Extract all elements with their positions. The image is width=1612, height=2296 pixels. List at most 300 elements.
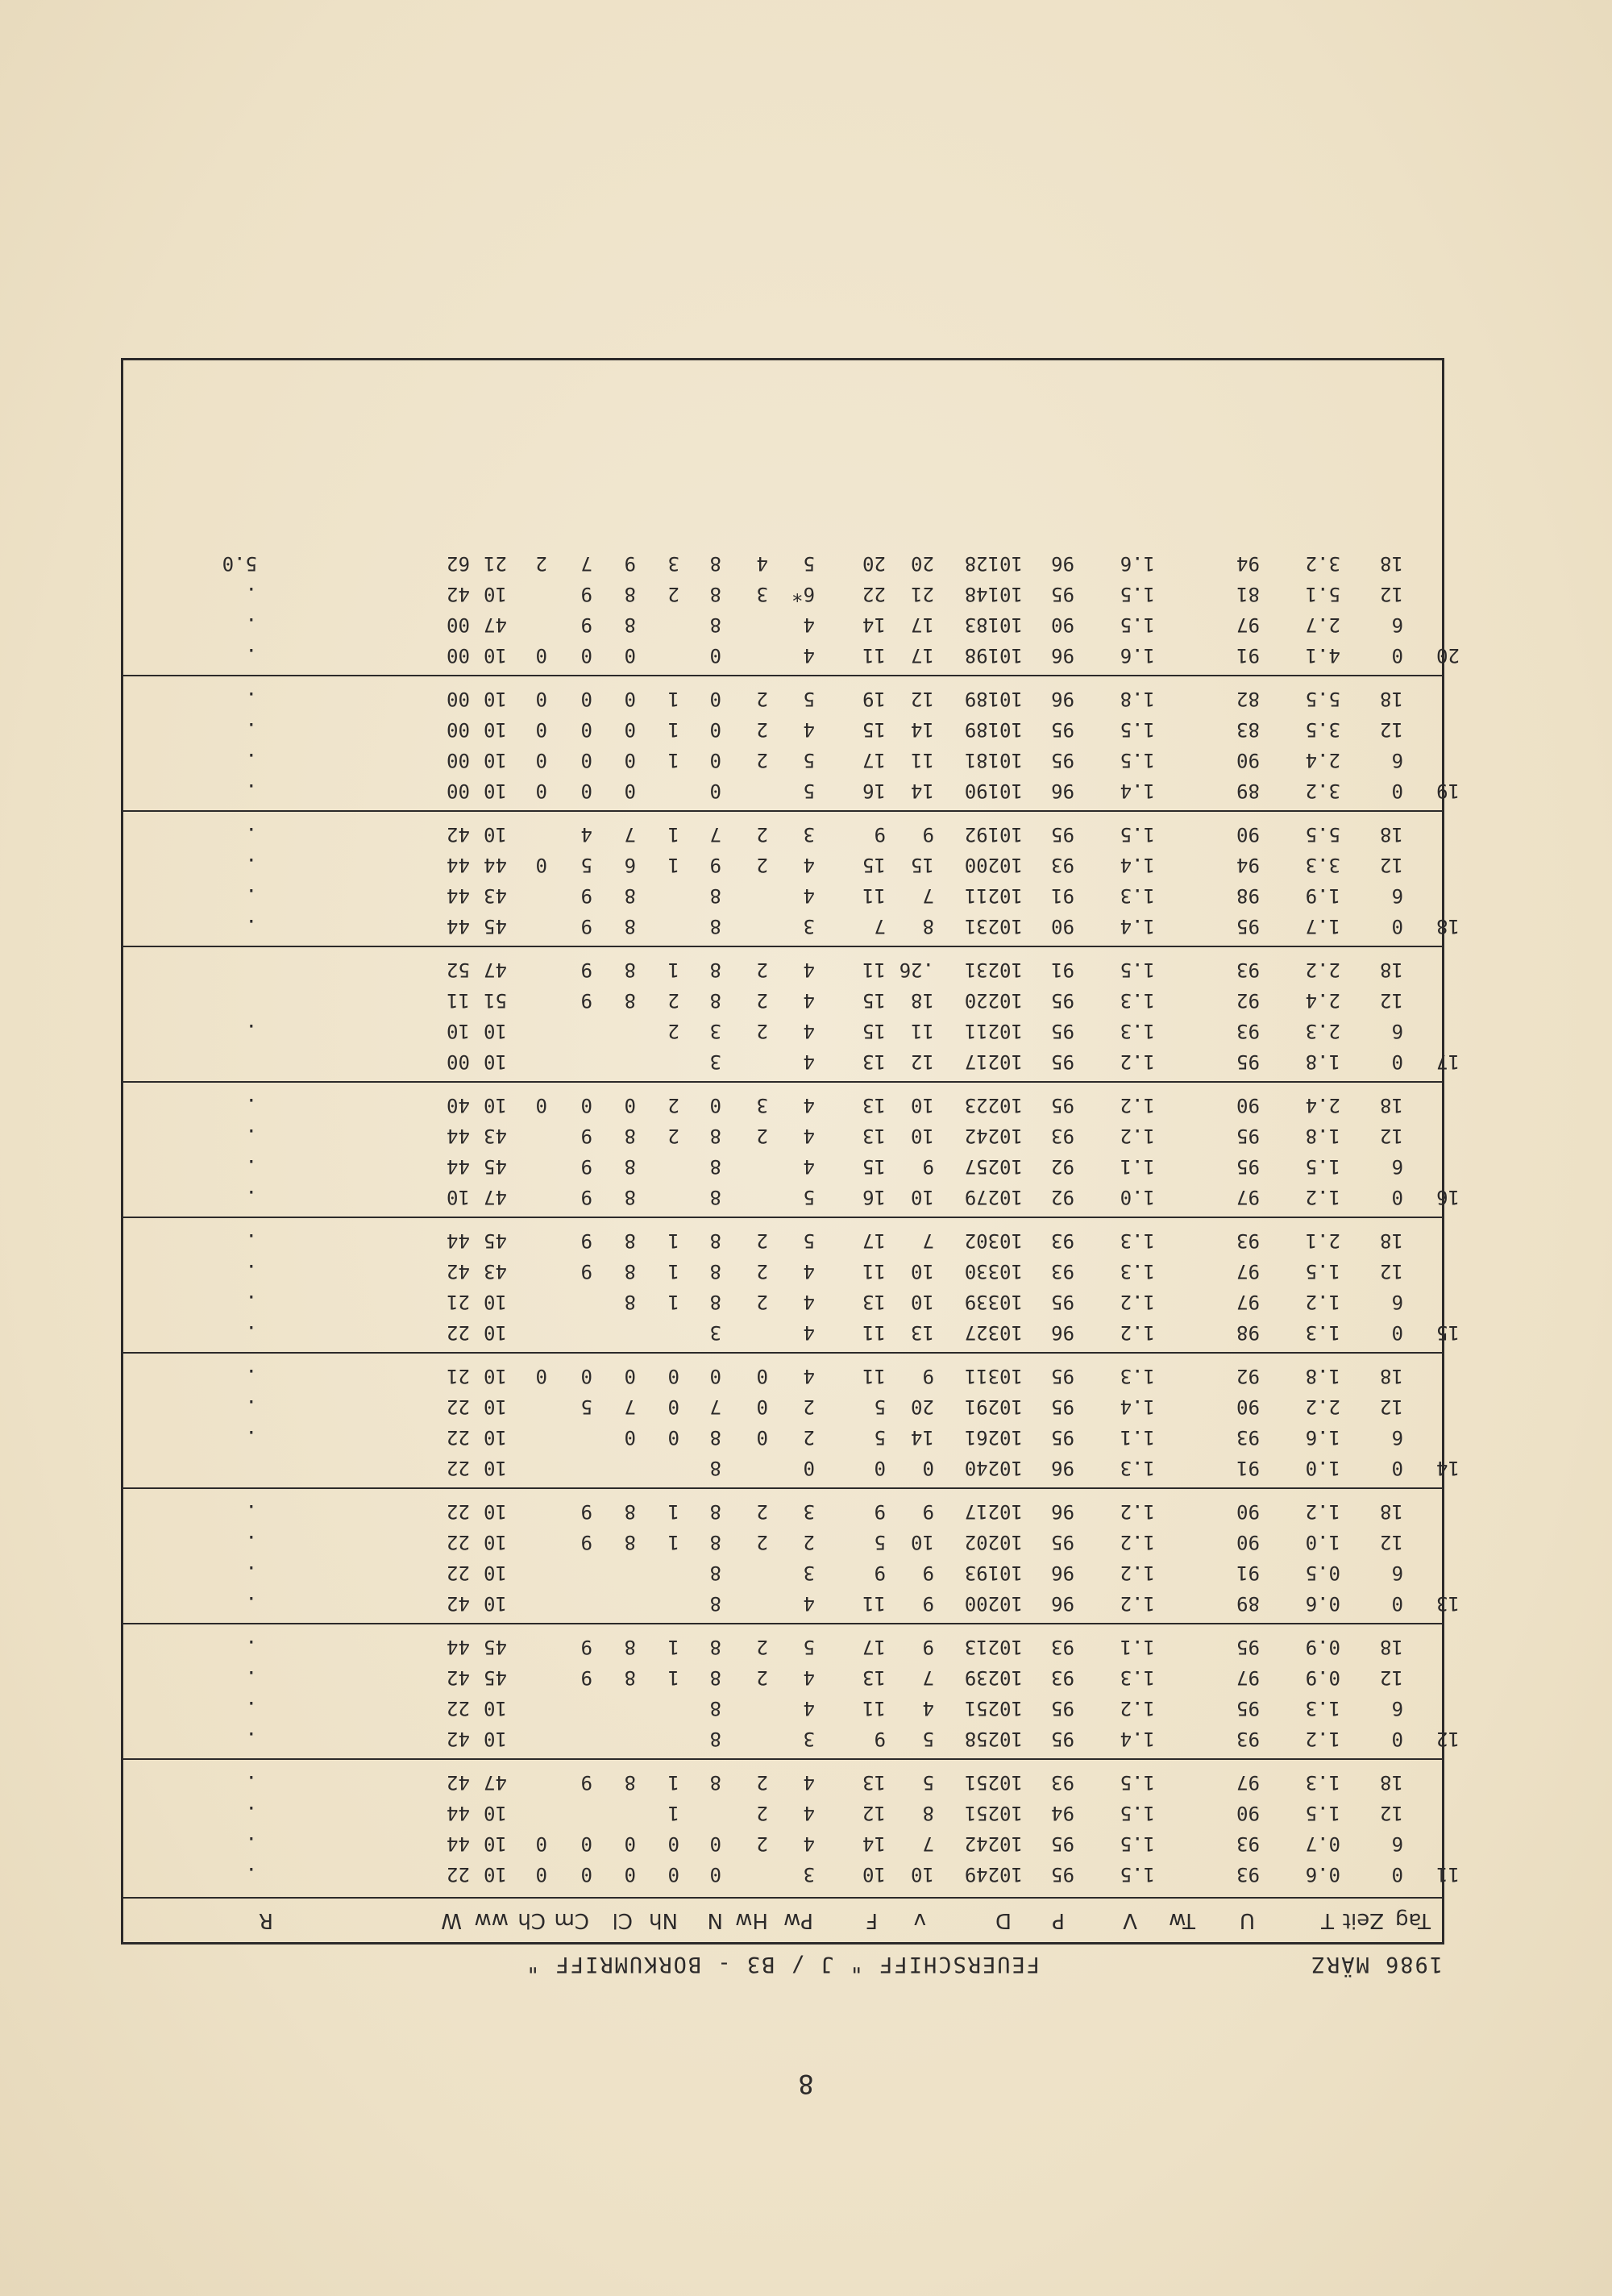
cell-f: 14 [862, 614, 886, 636]
table-row [123, 1497, 1442, 1524]
cell-f: 16 [862, 1186, 886, 1208]
cell-u: 83 [1236, 718, 1260, 741]
column-header-ww: ww [474, 1908, 509, 1932]
cell-hw: 2 [756, 1125, 768, 1147]
cell-p: 95 [1051, 749, 1074, 772]
table-row [123, 715, 1442, 742]
cell-ch: 0 [535, 644, 547, 667]
cell-pw: 4 [803, 718, 815, 741]
cell-r: . [245, 915, 257, 938]
cell-cm: 9 [580, 583, 592, 605]
cell-cl: 0 [624, 644, 636, 667]
cell-n: 0 [709, 1094, 721, 1117]
cell-cl: 8 [624, 1155, 636, 1178]
cell-v: 1.2 [1120, 1291, 1155, 1313]
column-header-zeit: Zeit [1342, 1908, 1384, 1932]
cell-cl: 8 [624, 959, 636, 981]
day-number: 15 [1436, 1321, 1460, 1344]
cell-hw: 0 [756, 1426, 768, 1449]
cell-ch: 0 [535, 688, 547, 710]
cell-t: 2.2 [1305, 1395, 1340, 1418]
day-number: 16 [1436, 1186, 1460, 1208]
cell-t: 2.4 [1305, 989, 1340, 1012]
cell-w: 22 [447, 1500, 470, 1523]
cell-pw: 5 [803, 688, 815, 710]
cell-cm: 9 [580, 1260, 592, 1283]
cell-v: 1.2 [1120, 1050, 1155, 1073]
cell-zeit: 0 [1391, 780, 1403, 802]
cell-w: 10 [447, 1020, 470, 1042]
cell-cl: 8 [624, 1229, 636, 1252]
cell-pw: 4 [803, 1094, 815, 1117]
cell-r: . [245, 1802, 257, 1824]
cell-d: 10327 [964, 1321, 1023, 1344]
cell-pw: 4 [803, 989, 815, 1012]
cell-ww: 43 [484, 1260, 507, 1283]
cell-n: 7 [709, 1395, 721, 1418]
cell-ww: 45 [484, 1155, 507, 1178]
cell-u: 95 [1236, 915, 1260, 938]
cell-p: 96 [1051, 1562, 1074, 1584]
cell-pw: 2 [803, 1426, 815, 1449]
cell-t: 2.7 [1305, 614, 1340, 636]
cell-p: 91 [1051, 884, 1074, 907]
cell-cl: 8 [624, 1186, 636, 1208]
cell-u: 93 [1236, 1020, 1260, 1042]
cell-v: 17 [911, 644, 934, 667]
cell-nh: 2 [667, 583, 679, 605]
cell-f: 14 [862, 1832, 886, 1855]
cell-ch: 0 [535, 749, 547, 772]
cell-d: 10190 [964, 780, 1023, 802]
cell-zeit: 18 [1380, 688, 1403, 710]
cell-n: 8 [709, 1500, 721, 1523]
cell-pw: 4 [803, 1802, 815, 1824]
cell-zeit: 0 [1391, 1728, 1403, 1750]
cell-p: 93 [1051, 1636, 1074, 1658]
table-row [123, 912, 1442, 939]
cell-t: 2.1 [1305, 1229, 1340, 1252]
cell-hw: 2 [756, 1260, 768, 1283]
cell-ww: 10 [484, 1562, 507, 1584]
cell-r: . [245, 614, 257, 636]
cell-p: 96 [1051, 644, 1074, 667]
cell-w: 44 [447, 854, 470, 876]
cell-n: 8 [709, 1531, 721, 1554]
cell-v: 14 [911, 780, 934, 802]
cell-v: 1.3 [1120, 1457, 1155, 1479]
cell-v: 9 [922, 1365, 934, 1387]
cell-pw: 4 [803, 854, 815, 876]
table-row [123, 820, 1442, 847]
cell-cl: 6 [624, 854, 636, 876]
cell-nh: 1 [667, 1260, 679, 1283]
cell-hw: 2 [756, 1500, 768, 1523]
cell-n: 8 [709, 1125, 721, 1147]
cell-u: 93 [1236, 1426, 1260, 1449]
cell-d: 10258 [964, 1728, 1023, 1750]
cell-v: 14 [911, 1426, 934, 1449]
cell-w: 00 [447, 749, 470, 772]
cell-w: 44 [447, 1636, 470, 1658]
cell-d: 10302 [964, 1229, 1023, 1252]
cell-r: . [245, 1697, 257, 1720]
cell-t: 1.0 [1305, 1457, 1340, 1479]
cell-u: 94 [1236, 854, 1260, 876]
cell-zeit: 12 [1380, 854, 1403, 876]
cell-t: 1.5 [1305, 1155, 1340, 1178]
cell-cm: 9 [580, 1229, 592, 1252]
cell-zeit: 18 [1380, 959, 1403, 981]
table-row [123, 1799, 1442, 1826]
cell-n: 3 [709, 1050, 721, 1073]
cell-pw: 4 [803, 1832, 815, 1855]
cell-u: 89 [1236, 780, 1260, 802]
cell-d: 10242 [964, 1125, 1023, 1147]
cell-ch: 0 [535, 854, 547, 876]
cell-zeit: 6 [1391, 1291, 1403, 1313]
cell-u: 95 [1236, 1697, 1260, 1720]
cell-ww: 47 [484, 1771, 507, 1794]
cell-t: 5.1 [1305, 583, 1340, 605]
cell-w: 44 [447, 1229, 470, 1252]
cell-t: 2.3 [1305, 1020, 1340, 1042]
cell-zeit: 0 [1391, 1050, 1403, 1073]
cell-p: 96 [1051, 780, 1074, 802]
cell-zeit: 0 [1391, 1186, 1403, 1208]
cell-p: 96 [1051, 1321, 1074, 1344]
cell-zeit: 18 [1380, 552, 1403, 575]
cell-r: . [245, 1020, 257, 1042]
cell-u: 90 [1236, 1500, 1260, 1523]
cell-t: 1.9 [1305, 884, 1340, 907]
cell-n: 3 [709, 1321, 721, 1344]
cell-p: 93 [1051, 1125, 1074, 1147]
cell-pw: 3 [803, 823, 815, 846]
cell-w: 44 [447, 884, 470, 907]
table-row [123, 684, 1442, 712]
cell-pw: 4 [803, 1050, 815, 1073]
day-block [123, 675, 1460, 810]
cell-ww: 10 [484, 583, 507, 605]
cell-nh: 1 [667, 1771, 679, 1794]
cell-t: 1.3 [1305, 1771, 1340, 1794]
cell-v: 10 [911, 1863, 934, 1886]
cell-w: 42 [447, 823, 470, 846]
cell-d: 10192 [964, 823, 1023, 846]
cell-hw: 2 [756, 749, 768, 772]
cell-w: 40 [447, 1094, 470, 1117]
cell-f: 11 [862, 644, 886, 667]
cell-d: 10189 [964, 688, 1023, 710]
cell-hw: 2 [756, 1020, 768, 1042]
cell-u: 90 [1236, 1531, 1260, 1554]
table-row [123, 1589, 1442, 1616]
cell-nh: 0 [667, 1395, 679, 1418]
cell-ww: 10 [484, 1365, 507, 1387]
cell-pw: 4 [803, 1260, 815, 1283]
cell-hw: 2 [756, 1666, 768, 1689]
weather-table [121, 358, 1460, 1945]
cell-v: 1.2 [1120, 1500, 1155, 1523]
cell-zeit: 18 [1380, 1771, 1403, 1794]
cell-v: 1.3 [1120, 1260, 1155, 1283]
cell-w: 62 [447, 552, 470, 575]
day-block [123, 1217, 1460, 1352]
cell-f: 13 [862, 1050, 886, 1073]
cell-v: 9 [922, 823, 934, 846]
cell-r: . [245, 1395, 257, 1418]
cell-ww: 10 [484, 718, 507, 741]
cell-t: 1.2 [1305, 1500, 1340, 1523]
cell-d: 10211 [964, 1020, 1023, 1042]
cell-u: 89 [1236, 1592, 1260, 1615]
cell-r: . [245, 780, 257, 802]
column-header-pw: Pw [783, 1908, 813, 1932]
cell-cl: 8 [624, 884, 636, 907]
cell-nh: 0 [667, 1832, 679, 1855]
cell-f: 10 [862, 1863, 886, 1886]
cell-w: 42 [447, 583, 470, 605]
cell-zeit: 6 [1391, 614, 1403, 636]
cell-p: 96 [1051, 552, 1074, 575]
cell-u: 90 [1236, 1094, 1260, 1117]
cell-zeit: 0 [1391, 1592, 1403, 1615]
cell-w: 44 [447, 915, 470, 938]
cell-cl: 8 [624, 1500, 636, 1523]
cell-t: 1.2 [1305, 1291, 1340, 1313]
cell-hw: 3 [756, 583, 768, 605]
cell-f: 11 [862, 1365, 886, 1387]
cell-r: 5.0 [222, 552, 257, 575]
cell-pw: 5 [803, 749, 815, 772]
cell-w: 42 [447, 1728, 470, 1750]
cell-p: 93 [1051, 1666, 1074, 1689]
cell-cl: 8 [624, 614, 636, 636]
cell-p: 95 [1051, 1291, 1074, 1313]
cell-w: 10 [447, 1186, 470, 1208]
cell-v: 10 [911, 1260, 934, 1283]
cell-p: 91 [1051, 959, 1074, 981]
cell-nh: 1 [667, 1666, 679, 1689]
cell-nh: 3 [667, 552, 679, 575]
cell-pw: 4 [803, 1666, 815, 1689]
cell-nh: 1 [667, 749, 679, 772]
cell-d: 10251 [964, 1771, 1023, 1794]
cell-w: 44 [447, 1802, 470, 1824]
cell-cl: 8 [624, 1291, 636, 1313]
cell-d: 10148 [964, 583, 1023, 605]
cell-n: 8 [709, 1636, 721, 1658]
cell-f: 19 [862, 688, 886, 710]
cell-u: 95 [1236, 1155, 1260, 1178]
cell-cl: 7 [624, 1395, 636, 1418]
cell-n: 7 [709, 823, 721, 846]
cell-r: . [245, 688, 257, 710]
cell-d: 10251 [964, 1802, 1023, 1824]
cell-n: 8 [709, 1229, 721, 1252]
cell-f: 13 [862, 1094, 886, 1117]
cell-f: 7 [874, 915, 886, 938]
cell-zeit: 6 [1391, 884, 1403, 907]
header-year-month: 1986 MÄRZ [1310, 1952, 1443, 1977]
cell-n: 8 [709, 614, 721, 636]
cell-d: 10193 [964, 1562, 1023, 1584]
day-number: 18 [1436, 915, 1460, 938]
cell-v: 21 [911, 583, 934, 605]
cell-ww: 10 [484, 644, 507, 667]
cell-t: 1.0 [1305, 1531, 1340, 1554]
cell-r: . [245, 1771, 257, 1794]
cell-d: 10200 [964, 1592, 1023, 1615]
cell-p: 96 [1051, 1457, 1074, 1479]
cell-v: 1.5 [1120, 959, 1155, 981]
cell-v: 1.5 [1120, 718, 1155, 741]
cell-u: 95 [1236, 1636, 1260, 1658]
cell-p: 95 [1051, 1094, 1074, 1117]
cell-r: . [245, 644, 257, 667]
cell-zeit: 12 [1380, 1125, 1403, 1147]
cell-n: 0 [709, 780, 721, 802]
cell-t: 3.2 [1305, 552, 1340, 575]
table-row [123, 1829, 1442, 1857]
cell-ww: 10 [484, 1395, 507, 1418]
cell-u: 95 [1236, 1125, 1260, 1147]
cell-v: 12 [911, 688, 934, 710]
cell-v: 20 [911, 552, 934, 575]
cell-w: 22 [447, 1457, 470, 1479]
cell-u: 97 [1236, 1771, 1260, 1794]
cell-w: 21 [447, 1365, 470, 1387]
column-header-cm: Cm [554, 1908, 589, 1932]
cell-n: 9 [709, 854, 721, 876]
cell-w: 00 [447, 614, 470, 636]
table-row [123, 549, 1442, 576]
cell-u: 97 [1236, 1260, 1260, 1283]
table-row [123, 580, 1442, 607]
cell-f: 11 [862, 1592, 886, 1615]
cell-r: . [245, 1832, 257, 1855]
cell-n: 3 [709, 1020, 721, 1042]
cell-pw: 4 [803, 1291, 815, 1313]
cell-ww: 44 [484, 854, 507, 876]
table-row [123, 986, 1442, 1013]
cell-v: 7 [922, 884, 934, 907]
cell-nh: 1 [667, 718, 679, 741]
cell-r: . [245, 718, 257, 741]
cell-p: 95 [1051, 1697, 1074, 1720]
cell-n: 8 [709, 1291, 721, 1313]
cell-v: 13 [911, 1321, 934, 1344]
cell-v: 10 [911, 1094, 934, 1117]
day-number: 20 [1436, 644, 1460, 667]
cell-d: 10231 [964, 915, 1023, 938]
cell-zeit: 12 [1380, 1260, 1403, 1283]
cell-u: 97 [1236, 614, 1260, 636]
cell-w: 42 [447, 1771, 470, 1794]
day-number: 19 [1436, 780, 1460, 802]
cell-f: 17 [862, 749, 886, 772]
cell-v: 8 [922, 915, 934, 938]
cell-v: 8 [922, 1802, 934, 1824]
cell-p: 95 [1051, 823, 1074, 846]
cell-n: 8 [709, 1426, 721, 1449]
cell-cl: 0 [624, 688, 636, 710]
cell-w: 44 [447, 1155, 470, 1178]
cell-v: 5 [922, 1728, 934, 1750]
cell-pw: 4 [803, 959, 815, 981]
cell-nh: 1 [667, 823, 679, 846]
cell-hw: 2 [756, 688, 768, 710]
cell-v: 1.5 [1120, 749, 1155, 772]
table-row [123, 1287, 1442, 1315]
cell-r: . [245, 1500, 257, 1523]
cell-ch: 0 [535, 1863, 547, 1886]
cell-v: 1.4 [1120, 1728, 1155, 1750]
cell-nh: 1 [667, 854, 679, 876]
cell-p: 96 [1051, 1592, 1074, 1615]
cell-u: 97 [1236, 1186, 1260, 1208]
cell-t: 1.8 [1305, 1125, 1340, 1147]
day-block [123, 946, 1460, 1081]
cell-w: 22 [447, 1426, 470, 1449]
cell-pw: 6* [791, 583, 815, 605]
cell-cm: 9 [580, 1500, 592, 1523]
cell-cl: 0 [624, 780, 636, 802]
cell-p: 93 [1051, 1229, 1074, 1252]
cell-p: 95 [1051, 1365, 1074, 1387]
cell-r: . [245, 1321, 257, 1344]
cell-w: 22 [447, 1697, 470, 1720]
cell-v: 11 [911, 1020, 934, 1042]
cell-cm: 9 [580, 1771, 592, 1794]
cell-f: 15 [862, 989, 886, 1012]
cell-n: 8 [709, 884, 721, 907]
cell-d: 10279 [964, 1186, 1023, 1208]
cell-v: 1.2 [1120, 1592, 1155, 1615]
cell-n: 0 [709, 1863, 721, 1886]
cell-v: 7 [922, 1832, 934, 1855]
column-header-ch: Ch [517, 1908, 546, 1932]
cell-f: 0 [874, 1457, 886, 1479]
cell-zeit: 18 [1380, 823, 1403, 846]
cell-hw: 2 [756, 1229, 768, 1252]
cell-f: 16 [862, 780, 886, 802]
cell-pw: 5 [803, 552, 815, 575]
cell-ww: 10 [484, 1426, 507, 1449]
cell-pw: 0 [803, 1457, 815, 1479]
cell-v: 1.4 [1120, 1395, 1155, 1418]
cell-v: 1.3 [1120, 1020, 1155, 1042]
cell-v: 10 [911, 1186, 934, 1208]
cell-v: 18 [911, 989, 934, 1012]
cell-d: 10213 [964, 1636, 1023, 1658]
cell-f: 20 [862, 552, 886, 575]
cell-f: 5 [874, 1395, 886, 1418]
cell-ww: 10 [484, 1050, 507, 1073]
cell-nh: 0 [667, 1863, 679, 1886]
cell-f: 17 [862, 1229, 886, 1252]
cell-cl: 8 [624, 583, 636, 605]
cell-zeit: 18 [1380, 1636, 1403, 1658]
cell-n: 8 [709, 1728, 721, 1750]
cell-cl: 7 [624, 823, 636, 846]
table-row [123, 955, 1442, 983]
cell-f: 13 [862, 1666, 886, 1689]
cell-n: 0 [709, 644, 721, 667]
cell-v: 1.5 [1120, 1832, 1155, 1855]
cell-t: 3.5 [1305, 718, 1340, 741]
